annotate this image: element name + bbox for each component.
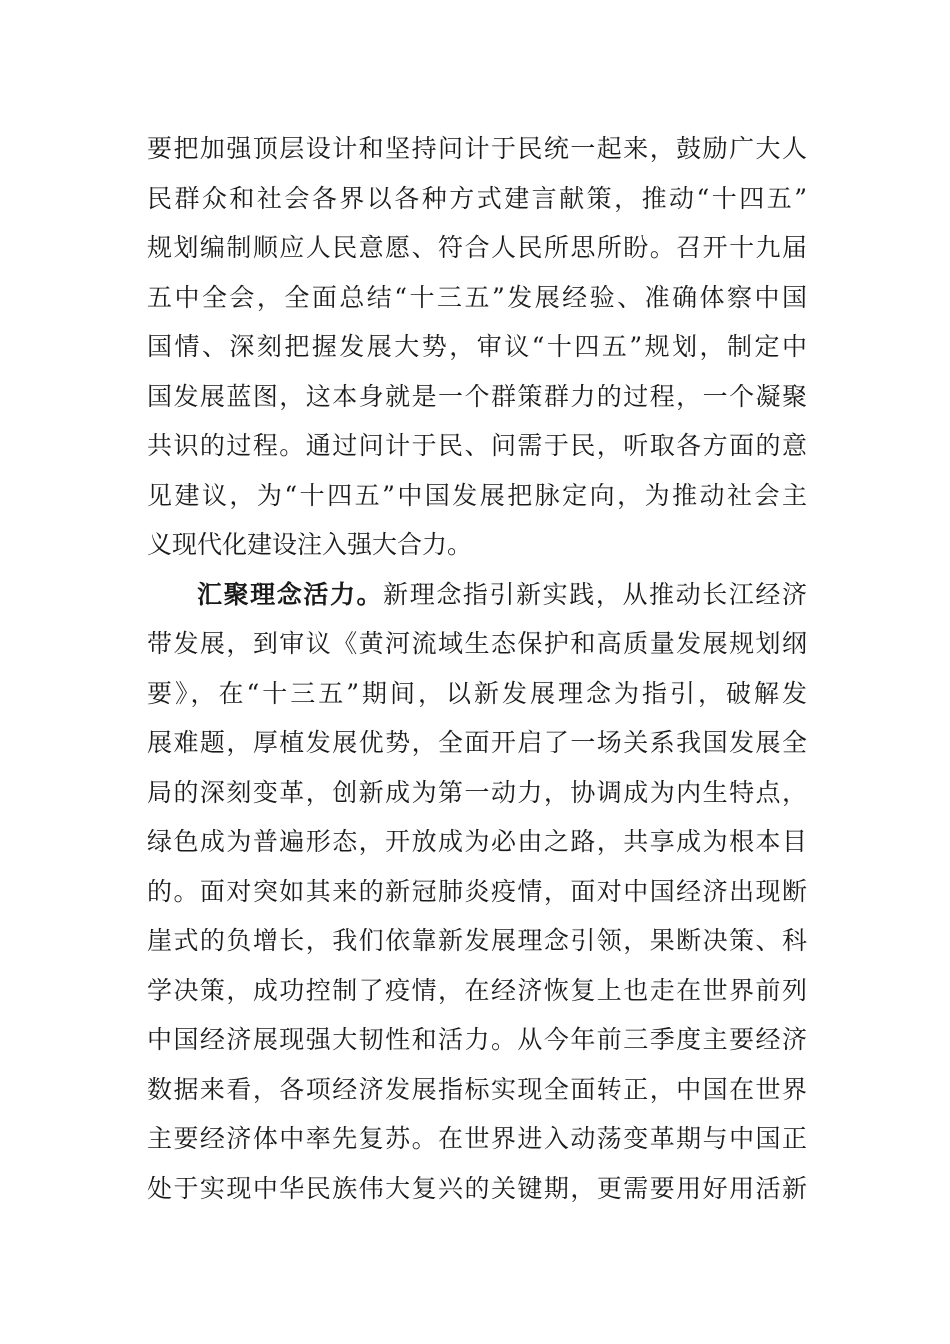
text-line: 局的深刻变革，创新成为第一动力，协调成为内生特点， xyxy=(147,777,807,807)
text-line: 展难题，厚植发展优势，全面开启了一场关系我国发展全 xyxy=(147,728,807,757)
paragraph-2 xyxy=(147,570,807,1214)
text-line: 民群众和社会各界以各种方式建言献策，推动“十四五” xyxy=(147,183,807,213)
text-line: 五中全会，全面总结“十三五”发展经验、准确体察中国 xyxy=(147,282,807,312)
text-line: 要》，在“十三五”期间，以新发展理念为指引，破解发 xyxy=(147,678,807,708)
text-line: 中国经济展现强大韧性和活力。从今年前三季度主要经济 xyxy=(147,1025,807,1054)
paragraph-1 xyxy=(147,124,807,570)
text-line: 数据来看，各项经济发展指标实现全面转正，中国在世界 xyxy=(147,1074,807,1104)
paragraph-2-first-line xyxy=(147,570,807,620)
text-span: 新理念指引新实践，从推动长江经济 xyxy=(383,579,807,609)
text-line: 的。面对突如其来的新冠肺炎疫情，面对中国经济出现断 xyxy=(147,876,807,906)
text-line: 学决策，成功控制了疫情，在经济恢复上也走在世界前列 xyxy=(147,975,807,1005)
text-line: 义现代化建设注入强大合力。 xyxy=(147,530,473,559)
text-line: 绿色成为普遍形态，开放成为必由之路，共享成为根本目 xyxy=(147,827,807,856)
text-line: 要把加强顶层设计和坚持问计于民统一起来，鼓励广大人 xyxy=(147,134,807,163)
text-line: 规划编制顺应人民意愿、符合人民所思所盼。召开十九届 xyxy=(147,233,807,262)
text-line: 带发展，到审议《黄河流域生态保护和高质量发展规划纲 xyxy=(147,629,807,658)
paragraph-heading: 汇聚理念活力。 xyxy=(197,579,384,609)
text-line: 国发展蓝图，这本身就是一个群策群力的过程，一个凝聚 xyxy=(147,381,807,411)
text-line: 处于实现中华民族伟大复兴的关键期，更需要用好用活新 xyxy=(147,1173,807,1203)
body-text xyxy=(147,124,807,1213)
text-line: 崖式的负增长，我们依靠新发展理念引领，果断决策、科 xyxy=(147,926,807,955)
text-line: 主要经济体中率先复苏。在世界进入动荡变革期与中国正 xyxy=(147,1124,807,1153)
text-line: 国情、深刻把握发展大势，审议“十四五”规划，制定中 xyxy=(147,332,807,361)
text-line: 共识的过程。通过问计于民、问需于民，听取各方面的意 xyxy=(147,431,807,460)
text-line: 见建议，为“十四五”中国发展把脉定向，为推动社会主 xyxy=(147,480,807,510)
